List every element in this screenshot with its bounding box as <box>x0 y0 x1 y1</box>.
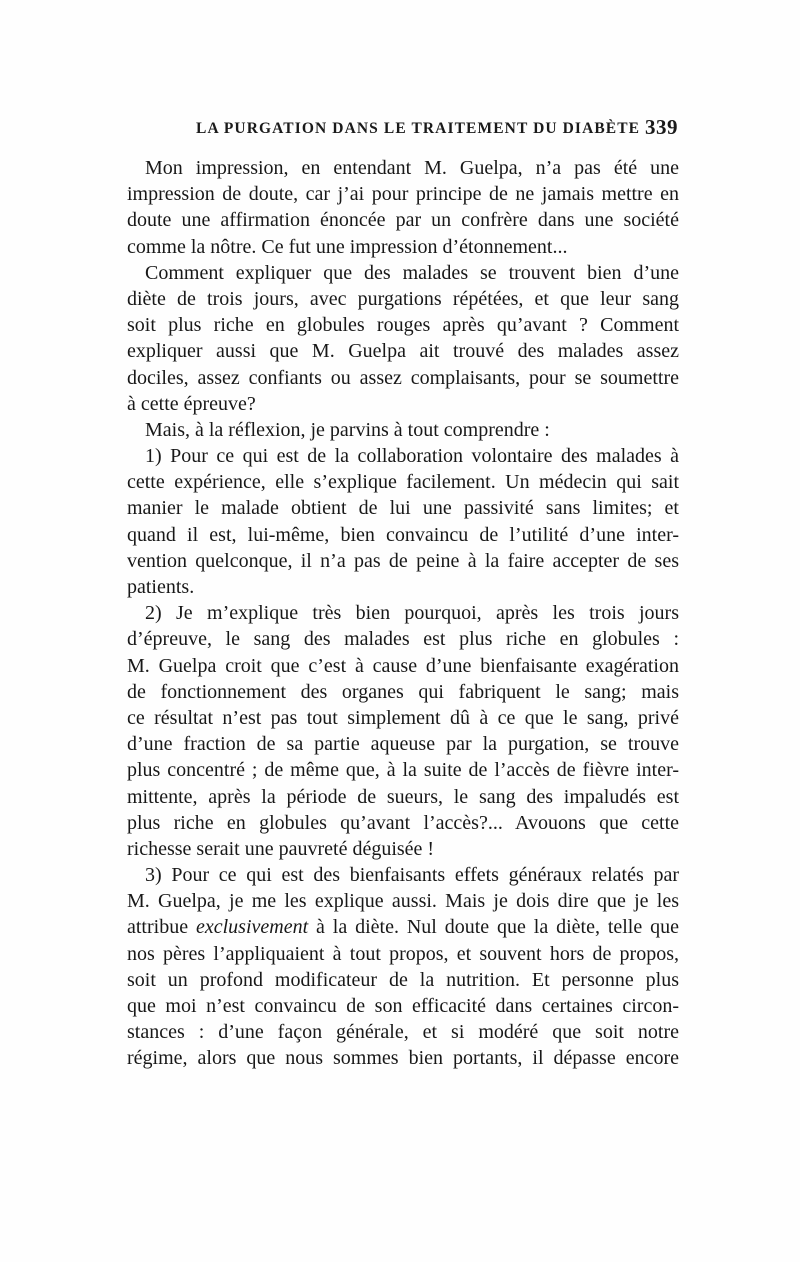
text-segment: attribue <box>127 916 196 939</box>
text-line: Comment expliquer que des malades se trouvent bien d’une <box>145 261 679 284</box>
text-line: richesse serait une pauvreté déguisée ! <box>127 837 435 860</box>
text-line: M. Guelpa, je me les explique aussi. Mais je dois dire que je les <box>127 890 679 913</box>
text-line: d’épreuve, le sang des malades est plus riche en globules : <box>127 628 679 651</box>
text-line: comme la nôtre. Ce fut une impression d’étonnement... <box>127 235 568 258</box>
text-line: plus riche en globules qu’avant l’accès?... Avouons que cette <box>127 811 679 834</box>
text-line: dociles, assez confiants ou assez complaisants, pour se soumettre <box>127 366 679 389</box>
page-header <box>196 113 678 149</box>
text-line: soit un profond modificateur de la nutrition. Et personne plus <box>127 968 679 991</box>
text-line: que moi n’est convaincu de son efficacité dans certaines circon- <box>127 995 679 1017</box>
body-text <box>127 155 679 1072</box>
text-line: diète de trois jours, avec purgations répétées, et que leur sang <box>127 287 679 310</box>
text-line: M. Guelpa croit que c’est à cause d’une bienfaisante exagération <box>127 654 679 677</box>
text-line: 1) Pour ce qui est de la collaboration volontaire des malades à <box>145 445 679 468</box>
text-line: nos pères l’appliquaient à tout propos, et souvent hors de propos, <box>127 942 679 965</box>
text-line: ce résultat n’est pas tout simplement dû à ce que le sang, privé <box>127 706 679 729</box>
text-line: impression de doute, car j’ai pour principe de ne jamais mettre en <box>127 183 679 206</box>
text-line: Mais, à la réflexion, je parvins à tout comprendre : <box>145 418 550 441</box>
text-line: doute une affirmation énoncée par un confrère dans une société <box>127 209 679 232</box>
text-line: plus concentré ; de même que, à la suite de l’accès de fièvre inter- <box>127 759 679 782</box>
text-line: 2) Je m’explique très bien pourquoi, après les trois jours <box>145 602 679 625</box>
text-line: stances : d’une façon générale, et si modéré que soit notre <box>127 1021 679 1044</box>
text-line: à cette épreuve? <box>127 392 256 415</box>
text-line: 3) Pour ce qui est des bienfaisants effets généraux relatés par <box>145 864 679 887</box>
text-line: Mon impression, en entendant M. Guelpa, n’a pas été une <box>145 157 679 179</box>
text-line: de fonctionnement des organes qui fabriquent le sang; mais <box>127 680 679 703</box>
text-line: d’une fraction de sa partie aqueuse par la purgation, se trouve <box>127 733 679 756</box>
text-line: mittente, après la période de sueurs, le sang des impaludés est <box>127 785 679 808</box>
text-line: régime, alors que nous sommes bien portants, il dépasse encore <box>127 1047 679 1070</box>
text-line: cette expérience, elle s’explique facilement. Un médecin qui sait <box>127 471 679 494</box>
text-line: patients. <box>127 576 195 598</box>
text-line <box>127 914 679 940</box>
text-line: manier le malade obtient de lui une passivité sans limites; et <box>127 497 679 520</box>
running-title: LA PURGATION DANS LE TRAITEMENT DU DIABÈTE <box>196 120 641 137</box>
page-number: 339 <box>645 115 678 139</box>
text-line: expliquer aussi que M. Guelpa ait trouvé des malades assez <box>127 340 679 363</box>
text-segment: à la diète. Nul doute que la diète, telle que <box>308 916 679 939</box>
emphasized-word: exclusivement <box>195 916 309 939</box>
text-line: vention quelconque, il n’a pas de peine à la faire accepter de ses <box>127 549 679 572</box>
text-line: quand il est, lui-même, bien convaincu de l’utilité d’une inter- <box>127 523 679 546</box>
text-line: soit plus riche en globules rouges après qu’avant ? Comment <box>127 314 679 337</box>
